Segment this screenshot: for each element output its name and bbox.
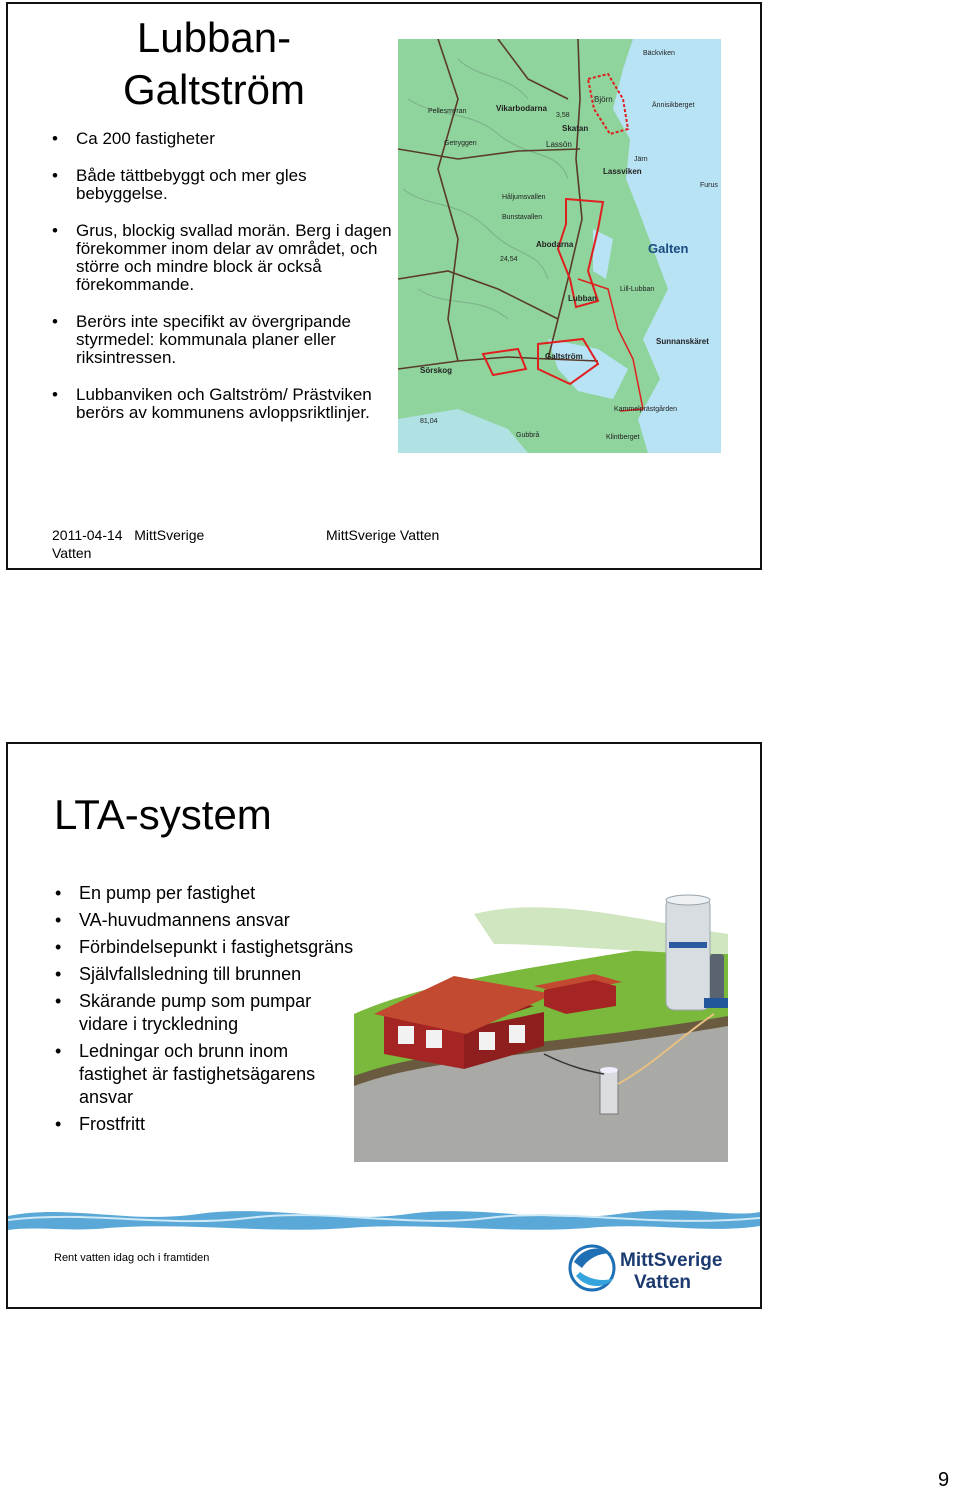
map-label-kammelprastgarden: Kammelprästgården	[614, 406, 678, 413]
map-elevation-label: 24,54	[500, 256, 518, 263]
bullet-item: • Skärande pump som pumpar vidare i tryckledning	[55, 990, 355, 1036]
map-elevation-label: 81,04	[420, 418, 438, 425]
map-label-gubbra: Gubbrå	[516, 432, 540, 439]
bullet-item: • Både tättbebyggt och mer gles bebyggelse.	[52, 167, 397, 203]
footer-tagline: Rent vatten idag och i framtiden	[54, 1252, 210, 1264]
map-label-lassviken: Lassviken	[603, 167, 642, 176]
slide-title	[104, 12, 324, 116]
footer-org: MittSverige Vatten	[52, 527, 205, 561]
map-elevation-label: 3,58	[556, 112, 570, 119]
slide-title: LTA-system	[54, 791, 272, 838]
map-label-lubban: Lubban	[568, 294, 597, 303]
map-label-haljumsvallen: Håljumsvallen	[502, 194, 546, 201]
logo-text-line2: Vatten	[634, 1272, 692, 1293]
map-label-sorskog: Sörskog	[420, 366, 453, 375]
bullet-item: • Lubbanviken och Galtström/ Prästviken berörs av kommunens avloppsriktlinjer.	[52, 386, 397, 422]
map-label-lill-lubban: Lill-Lubban	[620, 286, 655, 293]
bullet-list	[52, 130, 397, 441]
area-map	[398, 39, 721, 453]
bullet-list	[55, 882, 355, 1140]
house-pump-graphic	[354, 894, 728, 1162]
map-label-pellesmyran: Pellesmyran	[428, 108, 467, 115]
map-label-lasson: Lassön	[546, 140, 572, 149]
map-label-annisikberget: Ännisikberget	[652, 102, 695, 109]
bullet-item: • Frostfritt	[55, 1113, 355, 1136]
map-graphic	[398, 39, 721, 453]
bullet-item: • Ledningar och brunn inom fastighet är fastighetsägarens ansvar	[55, 1040, 355, 1109]
bullet-item: • VA-huvudmannens ansvar	[55, 909, 355, 932]
map-label-skatan: Skatan	[562, 124, 589, 133]
slide-footer-date	[52, 526, 222, 562]
map-label-sunnanskaret: Sunnanskäret	[656, 337, 709, 346]
map-label-klintberget: Klintberget	[606, 434, 640, 441]
slide-lta-system	[6, 742, 762, 1309]
map-label-bjorn: Björn	[594, 95, 613, 104]
mittsverige-vatten-logo	[568, 1232, 738, 1304]
bullet-item: • Berörs inte specifikt av övergripande styrmedel: kommunala planer eller riksintressen.	[52, 313, 397, 367]
map-label-galtstrom: Galtström	[545, 352, 583, 361]
slide-footer-org: MittSverige Vatten	[326, 527, 440, 543]
map-label-getryggen: Getryggen	[444, 140, 477, 147]
footer-date: 2011-04-14	[52, 527, 123, 543]
map-label-bunstavallen: Bunstavallen	[502, 214, 543, 221]
map-label-backviken: Bäckviken	[643, 50, 675, 57]
map-label-galten: Galten	[648, 241, 689, 256]
map-label-furus: Furus	[700, 182, 718, 189]
slide-lubban-galtstrom	[6, 2, 762, 570]
bullet-item: • Självfallsledning till brunnen	[55, 963, 355, 986]
map-label-jarn: Järn	[634, 156, 648, 163]
page-number: 9	[938, 1469, 950, 1491]
bullet-item: • Förbindelsepunkt i fastighetsgräns	[55, 936, 355, 959]
slide-title-text: Lubban- Galtström	[122, 14, 306, 113]
bullet-item: • En pump per fastighet	[55, 882, 355, 905]
map-label-vikarbodarna: Vikarbodarna	[496, 104, 547, 113]
bullet-item: • Ca 200 fastigheter	[52, 130, 397, 148]
logo-text-line1: MittSverige	[620, 1250, 723, 1271]
lta-system-illustration	[354, 894, 728, 1162]
map-label-abodarna: Abodarna	[536, 240, 574, 249]
water-wave-graphic	[8, 1202, 760, 1236]
bullet-item: • Grus, blockig svallad morän. Berg i dagen förekommer inom delar av området, och större och mindre block är också förekommande.	[52, 222, 397, 294]
